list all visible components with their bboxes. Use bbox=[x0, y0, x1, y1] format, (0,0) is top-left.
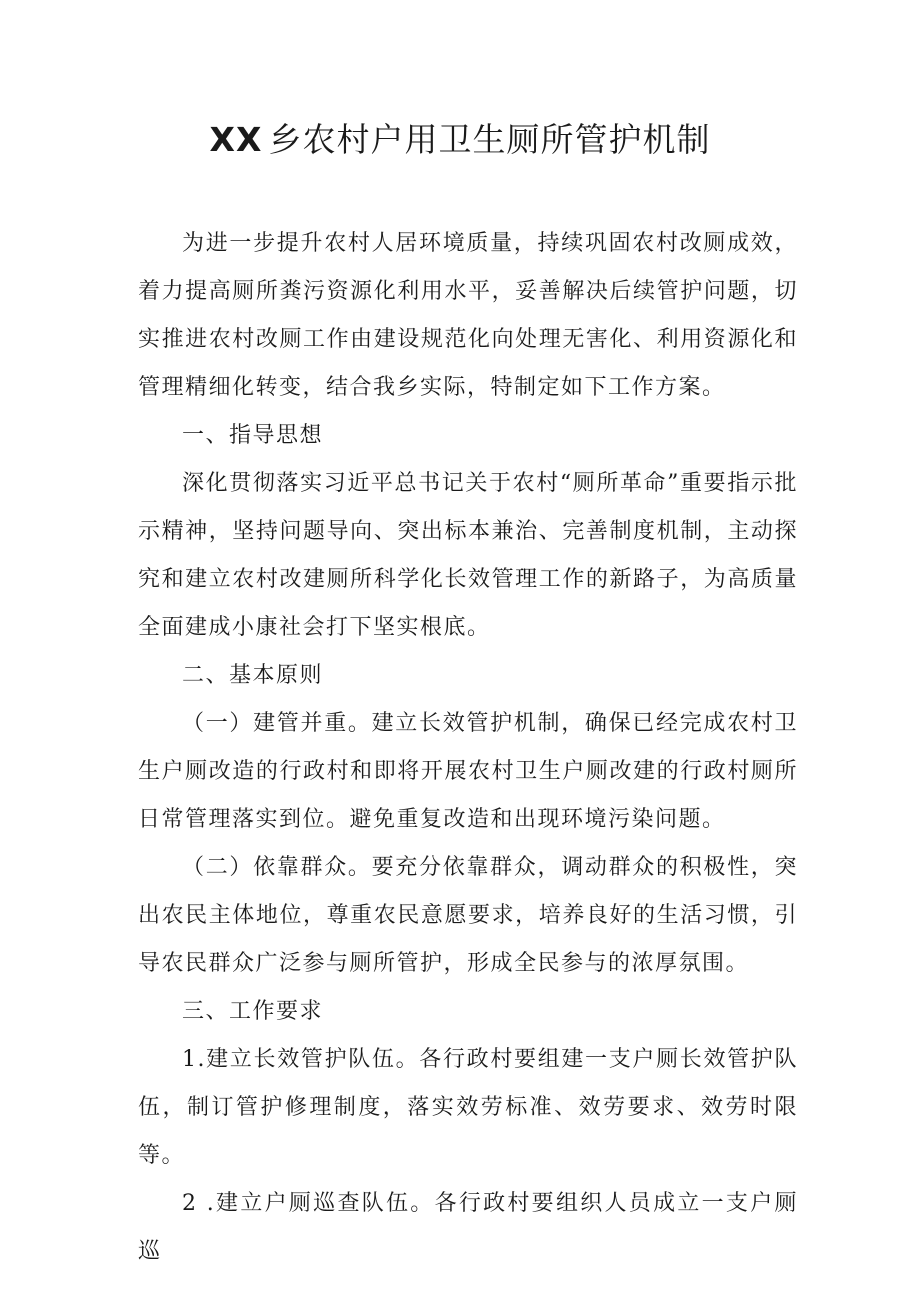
section-heading-guiding: 一、指导思想 bbox=[182, 423, 324, 448]
section-heading-principles: 二、基本原则 bbox=[182, 663, 324, 688]
title-text: 乡农村户用卫生厕所管护机制 bbox=[268, 120, 711, 159]
intro-paragraph: 为进一步提升农村人居环境质量，持续巩固农村改厕成效，着力提高厕所粪污资源化利用水平，妥善解决后续管护问题，切实推进农村改厕工作由建设规范化向处理无害化、利用资源化和管理精细化转变，结合我乡实际，特制定如下工作方案。 bbox=[138, 231, 798, 400]
principle-item-2: （二）依靠群众。要充分依靠群众，调动群众的积极性，突出农民主体地位，尊重农民意愿要求，培养良好的生活习惯，引导农民群众广泛参与厕所管护，形成全民参与的浓厚氛围。 bbox=[138, 855, 798, 976]
requirement-item-1: 1.建立长效管护队伍。各行政村要组建一支户厕长效管护队伍，制订管护修理制度，落实效劳标准、效劳要求、效劳时限等。 bbox=[138, 1047, 798, 1168]
requirement-item-2: 2 .建立户厕巡查队伍。各行政村要组织人员成立一支户厕巡 bbox=[138, 1191, 798, 1264]
section-heading-requirements: 三、工作要求 bbox=[182, 999, 324, 1024]
document-body bbox=[138, 220, 798, 1276]
guiding-paragraph: 深化贯彻落实习近平总书记关于农村“厕所革命”重要指示批示精神，坚持问题导向、突出标本兼治、完善制度机制，主动探究和建立农村改建厕所科学化长效管理工作的新路子，为高质量全面建成小康社会打下坚实根底。 bbox=[138, 471, 798, 640]
title-prefix: XX bbox=[209, 120, 263, 159]
principle-item-1: （一）建管并重。建立长效管护机制，确保已经完成农村卫生户厕改造的行政村和即将开展农村卫生户厕改建的行政村厕所日常管理落实到位。避免重复改造和出现环境污染问题。 bbox=[138, 711, 798, 832]
document-title bbox=[0, 116, 920, 164]
